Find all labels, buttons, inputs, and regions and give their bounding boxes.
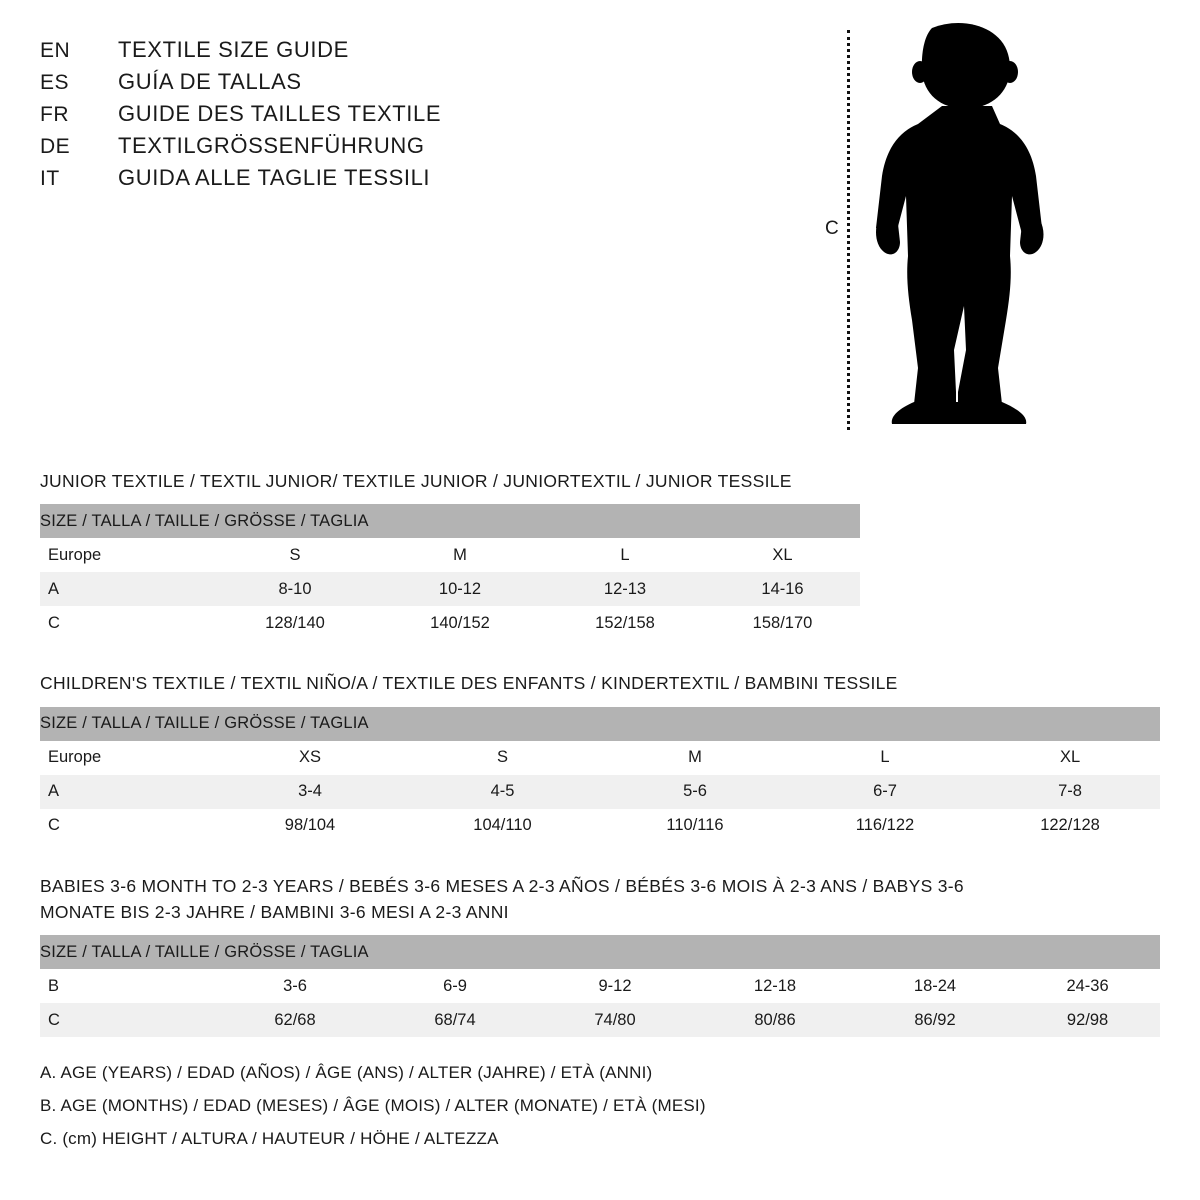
- language-code: FR: [40, 103, 69, 127]
- table-cell: S: [215, 538, 375, 572]
- legend-line-b: B. AGE (MONTHS) / EDAD (MESES) / ÂGE (MOIS) / ALTER (MONATE) / ETÀ (MESI): [40, 1096, 706, 1115]
- table-row: [40, 775, 1160, 809]
- table-cell: 68/74: [375, 1003, 535, 1037]
- table-cell: 3-4: [215, 775, 405, 809]
- table-cell: XL: [980, 741, 1160, 775]
- table-cell: 6-7: [790, 775, 980, 809]
- size-header-label: SIZE / TALLA / TAILLE / GRÖSSE / TAGLIA: [40, 504, 860, 538]
- row-label: A: [40, 572, 215, 606]
- row-label: B: [40, 969, 215, 1003]
- language-code: ES: [40, 71, 70, 95]
- size-table-babies: [40, 935, 1160, 1037]
- table-header-row: [40, 504, 860, 538]
- table-cell: 80/86: [695, 1003, 855, 1037]
- table-cell: M: [600, 741, 790, 775]
- table-cell: 74/80: [535, 1003, 695, 1037]
- table-cell: 86/92: [855, 1003, 1015, 1037]
- language-row-fr: [40, 102, 441, 126]
- table-row: [40, 572, 860, 606]
- table-cell: 104/110: [405, 809, 600, 843]
- table-cell: 14-16: [705, 572, 860, 606]
- row-label: Europe: [40, 538, 215, 572]
- table-cell: S: [405, 741, 600, 775]
- table-cell: 6-9: [375, 969, 535, 1003]
- table-row: [40, 1003, 1160, 1037]
- table-cell: 10-12: [375, 572, 545, 606]
- table-cell: 12-13: [545, 572, 705, 606]
- table-cell: 128/140: [215, 606, 375, 640]
- table-cell: 152/158: [545, 606, 705, 640]
- section-title: CHILDREN'S TEXTILE / TEXTIL NIÑO/A / TEXTILE DES ENFANTS / KINDERTEXTIL / BAMBINI TESSILE: [40, 673, 898, 694]
- language-code: DE: [40, 135, 71, 159]
- row-label: C: [40, 1003, 215, 1037]
- table-row: [40, 741, 1160, 775]
- table-cell: 7-8: [980, 775, 1160, 809]
- section-junior: [40, 468, 1160, 640]
- table-header-row: [40, 935, 1160, 969]
- language-title: GUIDA ALLE TAGLIE TESSILI: [118, 165, 431, 191]
- table-row: [40, 969, 1160, 1003]
- size-header-label: SIZE / TALLA / TAILLE / GRÖSSE / TAGLIA: [40, 935, 1160, 969]
- table-row: [40, 606, 860, 640]
- section-children: [40, 670, 1160, 842]
- section-title: BABIES 3-6 MONTH TO 2-3 YEARS / BEBÉS 3-6 MESES A 2-3 AÑOS / BÉBÉS 3-6 MOIS À 2-3 ANS / BABYS 3-6 MONATE BIS 2-3 JAHRE / BAMBINI 3-6 MESI A 2-3 ANNI: [40, 875, 964, 922]
- child-silhouette-icon: [870, 20, 1070, 430]
- header: [40, 30, 1160, 440]
- language-row-de: [40, 134, 441, 158]
- row-label: Europe: [40, 741, 215, 775]
- row-label: C: [40, 606, 215, 640]
- language-row-it: [40, 166, 441, 190]
- language-row-es: [40, 70, 441, 94]
- section-title: JUNIOR TEXTILE / TEXTIL JUNIOR/ TEXTILE JUNIOR / JUNIORTEXTIL / JUNIOR TESSILE: [40, 471, 792, 491]
- table-cell: 3-6: [215, 969, 375, 1003]
- table-cell: 140/152: [375, 606, 545, 640]
- table-header-row: [40, 707, 1160, 741]
- table-cell: 122/128: [980, 809, 1160, 843]
- table-cell: 116/122: [790, 809, 980, 843]
- table-cell: 24-36: [1015, 969, 1160, 1003]
- row-label: C: [40, 809, 215, 843]
- size-table-children: [40, 707, 1160, 843]
- table-cell: L: [790, 741, 980, 775]
- language-row-en: [40, 38, 441, 62]
- table-cell: 8-10: [215, 572, 375, 606]
- table-row: [40, 809, 1160, 843]
- table-cell: 98/104: [215, 809, 405, 843]
- table-cell: 5-6: [600, 775, 790, 809]
- language-code: IT: [40, 167, 60, 191]
- table-cell: 9-12: [535, 969, 695, 1003]
- language-title: TEXTILE SIZE GUIDE: [118, 37, 349, 62]
- height-figure: [825, 20, 1115, 440]
- language-code: EN: [40, 39, 71, 62]
- row-label: A: [40, 775, 215, 809]
- language-title: GUÍA DE TALLAS: [118, 69, 302, 95]
- height-dotted-line: [847, 30, 850, 430]
- section-babies: [40, 873, 1160, 1038]
- table-row: [40, 538, 860, 572]
- legend-line-a: A. AGE (YEARS) / EDAD (AÑOS) / ÂGE (ANS) / ALTER (JAHRE) / ETÀ (ANNI): [40, 1063, 653, 1082]
- legend: [40, 1063, 1160, 1149]
- height-marker-label: C: [825, 218, 839, 239]
- table-cell: M: [375, 538, 545, 572]
- table-cell: 12-18: [695, 969, 855, 1003]
- table-cell: 62/68: [215, 1003, 375, 1037]
- size-table-junior: [40, 504, 860, 640]
- table-cell: 110/116: [600, 809, 790, 843]
- table-cell: 18-24: [855, 969, 1015, 1003]
- table-cell: XL: [705, 538, 860, 572]
- language-title: TEXTILGRÖSSENFÜHRUNG: [118, 133, 425, 159]
- table-cell: 4-5: [405, 775, 600, 809]
- language-title: GUIDE DES TAILLES TEXTILE: [118, 101, 442, 127]
- table-cell: 92/98: [1015, 1003, 1160, 1037]
- language-title-list: [40, 38, 441, 198]
- legend-line-c: C. (cm) HEIGHT / ALTURA / HAUTEUR / HÖHE / ALTEZZA: [40, 1129, 499, 1148]
- table-cell: L: [545, 538, 705, 572]
- table-cell: 158/170: [705, 606, 860, 640]
- size-header-label: SIZE / TALLA / TAILLE / GRÖSSE / TAGLIA: [40, 707, 1160, 741]
- table-cell: XS: [215, 741, 405, 775]
